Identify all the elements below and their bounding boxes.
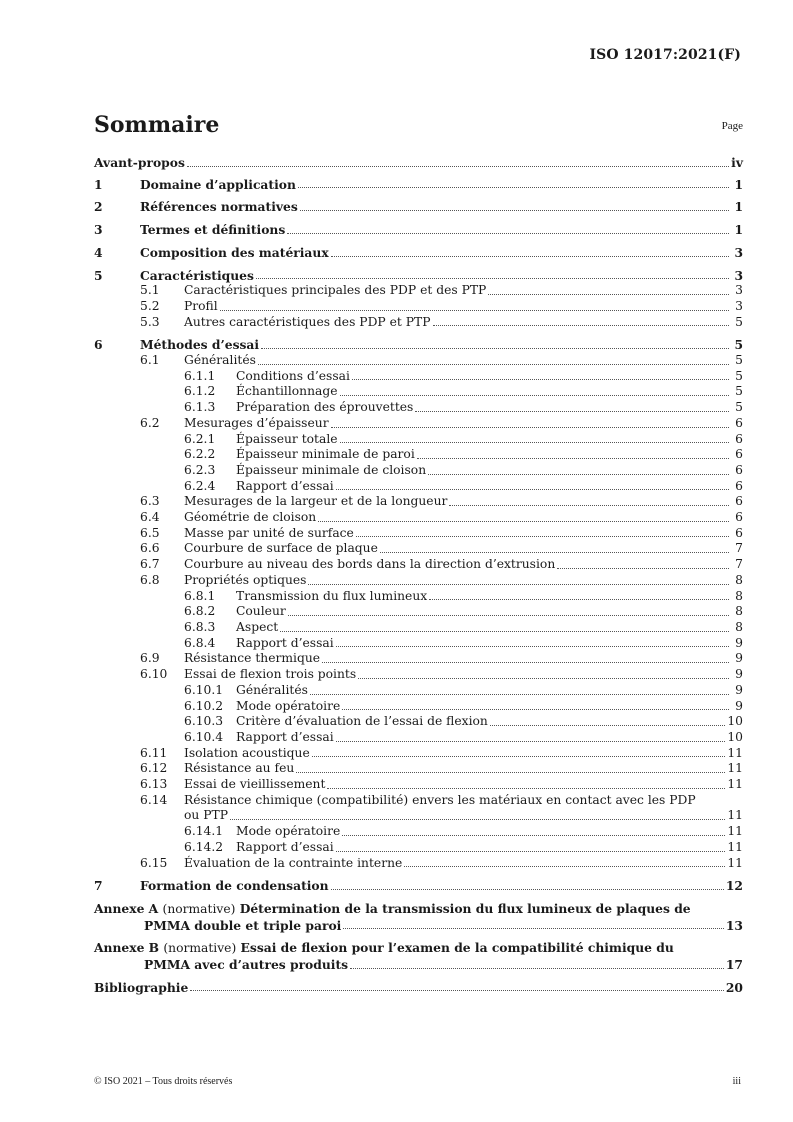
toc-entry-page: 11 xyxy=(727,824,743,839)
toc-entry-number: 4 xyxy=(94,244,103,260)
toc-entry-page: 6 xyxy=(735,494,743,509)
toc-entry-title: Aspect xyxy=(236,619,279,634)
toc-entry-page: 8 xyxy=(735,604,743,619)
toc-leader-dots xyxy=(343,928,724,929)
toc-entry-page: 9 xyxy=(735,651,743,666)
toc-entry[interactable] xyxy=(94,447,743,463)
toc-entry-number: 6.1.1 xyxy=(184,368,216,383)
toc-entry-page: 11 xyxy=(727,745,743,760)
toc-entry-title: Mesurages de la largeur et de la longueur xyxy=(184,494,448,509)
annex-title-continued: PMMA double et triple paroi xyxy=(144,917,342,933)
bibliography-page: 20 xyxy=(725,979,743,995)
footer-page-number: iii xyxy=(732,1076,741,1087)
toc-leader-dots xyxy=(340,442,729,443)
toc-entry-page: 3 xyxy=(735,298,743,313)
toc-entry-number: 3 xyxy=(94,222,103,238)
toc-entry-page: 5 xyxy=(734,337,743,353)
footer-copyright: © ISO 2021 – Tous droits réservés xyxy=(94,1076,233,1087)
toc-entry[interactable] xyxy=(94,299,743,315)
toc-entry-title: Rapport d’essai xyxy=(236,839,334,854)
toc-entry[interactable] xyxy=(94,746,743,762)
toc-entry-title-continued: ou PTP xyxy=(184,808,228,823)
toc-entry-page: 3 xyxy=(734,267,743,283)
toc-entry-page: 5 xyxy=(735,314,743,329)
toc-entry[interactable] xyxy=(94,541,743,557)
toc-entry[interactable] xyxy=(94,824,743,840)
toc-entry-title: Couleur xyxy=(236,604,286,619)
toc-entry-number: 6.2.1 xyxy=(184,431,216,446)
toc-entry-title: Conditions d’essai xyxy=(236,368,350,383)
toc-leader-dots xyxy=(256,278,729,279)
toc-entry-page: 6 xyxy=(735,447,743,462)
toc-entry[interactable] xyxy=(94,620,743,636)
toc-leader-dots xyxy=(310,694,729,695)
toc-entry-number: 6.9 xyxy=(140,651,160,666)
toc-entry-number: 6.2.4 xyxy=(184,478,216,493)
toc-entry-number: 6.10.3 xyxy=(184,714,224,729)
toc-entry[interactable] xyxy=(94,479,743,495)
toc-entry-title: Propriétés optiques xyxy=(184,572,307,587)
toc-entry-page: 11 xyxy=(727,777,743,792)
toc-entry-number: 6.11 xyxy=(140,745,168,760)
toc-leader-dots xyxy=(296,772,725,773)
toc-leader-dots xyxy=(331,427,729,428)
toc-entry-title: Autres caractéristiques des PDP et PTP xyxy=(184,314,431,329)
toc-entry[interactable] xyxy=(94,840,743,856)
toc-entry[interactable] xyxy=(94,177,743,193)
toc-entry[interactable] xyxy=(94,283,743,299)
toc-entry[interactable] xyxy=(94,245,743,261)
toc-entry-number: 6.15 xyxy=(140,855,168,870)
toc-leader-dots xyxy=(336,741,726,742)
toc-entry-page: 11 xyxy=(727,808,743,823)
toc-entry-number: 6.12 xyxy=(140,761,168,776)
toc-entry-page: 8 xyxy=(735,588,743,603)
toc-entry-page: 1 xyxy=(734,176,743,192)
toc-leader-dots xyxy=(350,968,724,969)
toc-leader-dots xyxy=(342,835,725,836)
toc-entry[interactable] xyxy=(94,667,743,683)
toc-entry-title: Résistance thermique xyxy=(184,651,321,666)
toc-leader-dots xyxy=(187,166,729,167)
toc-entry-number: 6.8.4 xyxy=(184,635,216,650)
toc-entry-number: 6.1.2 xyxy=(184,384,216,399)
toc-leader-dots xyxy=(308,584,729,585)
toc-entry[interactable] xyxy=(94,761,743,777)
toc-entry[interactable] xyxy=(94,315,743,331)
toc-entry-number: 6.14 xyxy=(140,792,168,807)
toc-entry-title: Domaine d’application xyxy=(140,176,296,192)
toc-entry[interactable] xyxy=(94,199,743,215)
toc-leader-dots xyxy=(280,631,729,632)
toc-entry-title: Géométrie de cloison xyxy=(184,510,317,525)
toc-entry[interactable] xyxy=(94,463,743,479)
toc-leader-dots xyxy=(298,187,729,188)
toc-entry-title: Caractéristiques principales des PDP et des PTP xyxy=(184,283,487,298)
toc-entry-number: 6.14.2 xyxy=(184,839,224,854)
toc-entry-number: 6.13 xyxy=(140,777,168,792)
toc-entry-title: Rapport d’essai xyxy=(236,729,334,744)
toc-entry[interactable] xyxy=(94,526,743,542)
toc-entry-page: 6 xyxy=(735,431,743,446)
toc-entry-number: 5.2 xyxy=(140,298,160,313)
toc-leader-dots xyxy=(488,294,729,295)
toc-entry-title: Échantillonnage xyxy=(236,384,338,399)
toc-entry-page: 6 xyxy=(735,415,743,430)
toc-annex-entry[interactable] xyxy=(94,901,743,933)
toc-entry-title: Épaisseur minimale de cloison xyxy=(236,462,427,477)
toc-entry-title: Mesurages d’épaisseur xyxy=(184,415,329,430)
toc-entry-page: 12 xyxy=(725,878,743,894)
toc-entry-title: Transmission du flux lumineux xyxy=(236,588,428,603)
toc-entry-number: 6 xyxy=(94,337,103,353)
toc-entry-page: 11 xyxy=(727,839,743,854)
toc-entry[interactable] xyxy=(94,777,743,793)
toc-entry-title: Profil xyxy=(184,298,218,313)
toc-entry-title: Masse par unité de surface xyxy=(184,525,354,540)
toc-leader-dots xyxy=(336,646,729,647)
toc-entry-number: 6.3 xyxy=(140,494,160,509)
toc-leader-dots xyxy=(300,210,729,211)
toc-bibliography[interactable] xyxy=(94,980,743,996)
toc-entry-title: Essai de vieillissement xyxy=(184,777,326,792)
toc-entry-number: 5 xyxy=(94,267,103,283)
toc-leader-dots xyxy=(327,788,725,789)
toc-entry-page: 10 xyxy=(727,729,743,744)
toc-entry-title: Isolation acoustique xyxy=(184,745,310,760)
toc-entry-page: iv xyxy=(731,155,743,170)
toc-leader-dots xyxy=(190,990,724,991)
toc-entry-number: 7 xyxy=(94,878,103,894)
toc-entry[interactable] xyxy=(94,651,743,667)
toc-entry-number: 6.4 xyxy=(140,510,160,525)
toc-entry-title: Rapport d’essai xyxy=(236,635,334,650)
toc-entry-page: 1 xyxy=(734,199,743,215)
toc-leader-dots xyxy=(258,364,729,365)
toc-entry[interactable] xyxy=(94,714,743,730)
toc-entry[interactable] xyxy=(94,604,743,620)
toc-entry-page: 11 xyxy=(727,761,743,776)
toc-leader-dots xyxy=(287,233,729,234)
toc-entry-title: Mode opératoire xyxy=(236,698,341,713)
toc-entry-page: 8 xyxy=(735,619,743,634)
toc-entry-title: Essai de flexion trois points xyxy=(184,667,357,682)
toc-leader-dots xyxy=(220,310,729,311)
toc-entry-title: Critère d’évaluation de l’essai de flexion xyxy=(236,714,488,729)
toc-entry-page: 9 xyxy=(735,635,743,650)
toc-entry-number: 1 xyxy=(94,176,103,192)
annex-label: Annexe A xyxy=(94,900,159,916)
title-row xyxy=(94,112,743,142)
toc-entry-number: 6.14.1 xyxy=(184,824,224,839)
toc-leader-dots xyxy=(490,725,726,726)
toc-entry-number: 6.8 xyxy=(140,572,160,587)
toc-entry[interactable] xyxy=(94,155,743,171)
toc-entry-number: 6.5 xyxy=(140,525,160,540)
toc-leader-dots xyxy=(336,851,726,852)
toc-entry-number: 6.2.2 xyxy=(184,447,216,462)
toc-entry-title: Composition des matériaux xyxy=(140,244,329,260)
toc-leader-dots xyxy=(429,599,729,600)
toc-entry[interactable] xyxy=(94,369,743,385)
toc-leader-dots xyxy=(288,615,729,616)
table-of-contents xyxy=(94,155,743,995)
toc-entry[interactable] xyxy=(94,494,743,510)
toc-entry-title: Résistance au feu xyxy=(184,761,295,776)
toc-entry-page: 9 xyxy=(735,667,743,682)
toc-entry-title: Généralités xyxy=(236,682,308,697)
toc-leader-dots xyxy=(336,489,729,490)
toc-entry[interactable] xyxy=(94,636,743,652)
toc-entry-number: 5.3 xyxy=(140,314,160,329)
toc-entry-number: 6.10.4 xyxy=(184,729,224,744)
toc-entry-number: 6.8.1 xyxy=(184,588,216,603)
toc-entry-page: 9 xyxy=(735,682,743,697)
toc-leader-dots xyxy=(261,348,729,349)
toc-entry-page: 5 xyxy=(735,368,743,383)
toc-entry-page: 3 xyxy=(735,283,743,298)
toc-entry-title: Préparation des éprouvettes xyxy=(236,400,414,415)
toc-entry-page: 11 xyxy=(727,855,743,870)
toc-entry-title: Méthodes d’essai xyxy=(140,337,260,353)
toc-entry[interactable] xyxy=(94,589,743,605)
toc-entry[interactable] xyxy=(94,510,743,526)
toc-entry-number: 6.10.2 xyxy=(184,698,224,713)
toc-leader-dots xyxy=(322,662,729,663)
toc-leader-dots xyxy=(415,411,729,412)
annex-kind: (normative) xyxy=(162,901,236,916)
toc-entry-number: 6.10 xyxy=(140,667,168,682)
document-reference: ISO 12017:2021(F) xyxy=(589,47,741,63)
toc-entry-page: 10 xyxy=(727,714,743,729)
toc-leader-dots xyxy=(417,458,729,459)
page-title: Sommaire xyxy=(94,112,220,138)
toc-entry[interactable] xyxy=(94,573,743,589)
toc-leader-dots xyxy=(312,756,726,757)
toc-entry-title: Caractéristiques xyxy=(140,267,254,283)
toc-leader-dots xyxy=(449,505,729,506)
toc-leader-dots xyxy=(557,568,729,569)
toc-annex-entry[interactable] xyxy=(94,940,743,972)
toc-entry-number: 6.2.3 xyxy=(184,462,216,477)
toc-entry-page: 6 xyxy=(735,510,743,525)
toc-entry-page: 1 xyxy=(734,222,743,238)
toc-leader-dots xyxy=(428,474,729,475)
toc-entry-page: 5 xyxy=(735,400,743,415)
annex-page: 17 xyxy=(725,957,743,973)
toc-entry-title: Épaisseur totale xyxy=(236,431,338,446)
toc-entry-number: 2 xyxy=(94,199,103,215)
toc-entry-page: 6 xyxy=(735,525,743,540)
toc-leader-dots xyxy=(342,709,729,710)
toc-entry[interactable] xyxy=(94,557,743,573)
toc-entry[interactable] xyxy=(94,878,743,894)
toc-entry-page: 5 xyxy=(735,384,743,399)
toc-entry[interactable] xyxy=(94,699,743,715)
toc-leader-dots xyxy=(352,379,729,380)
toc-entry[interactable] xyxy=(94,730,743,746)
toc-entry-title: Rapport d’essai xyxy=(236,478,334,493)
toc-entry-title: Généralités xyxy=(184,353,256,368)
toc-entry[interactable] xyxy=(94,222,743,238)
toc-entry-title: Formation de condensation xyxy=(140,878,329,894)
toc-entry-page: 6 xyxy=(735,478,743,493)
toc-entry[interactable] xyxy=(94,793,743,824)
toc-entry-number: 6.2 xyxy=(140,415,160,430)
toc-entry-page: 8 xyxy=(735,572,743,587)
toc-entry-number: 6.7 xyxy=(140,557,160,572)
toc-entry-title: Résistance chimique (compatibilité) envers les matériaux en contact avec les PDP xyxy=(184,792,696,807)
annex-label: Annexe B xyxy=(94,940,160,956)
toc-entry-number: 5.1 xyxy=(140,283,160,298)
toc-entry-title: Évaluation de la contrainte interne xyxy=(184,855,403,870)
toc-entry[interactable] xyxy=(94,268,743,284)
toc-leader-dots xyxy=(318,521,729,522)
toc-entry-page: 7 xyxy=(735,557,743,572)
toc-entry-number: 6.10.1 xyxy=(184,682,224,697)
toc-entry-title: Références normatives xyxy=(140,199,298,215)
toc-leader-dots xyxy=(331,256,729,257)
annex-title: Essai de flexion pour l’examen de la compatibilité chimique du xyxy=(240,940,674,956)
toc-entry-page: 7 xyxy=(735,541,743,556)
toc-entry-number: 6.8.3 xyxy=(184,619,216,634)
toc-entry-title: Mode opératoire xyxy=(236,824,341,839)
annex-title-continued: PMMA avec d’autres produits xyxy=(144,957,349,973)
toc-entry-page: 6 xyxy=(735,462,743,477)
toc-entry-page: 5 xyxy=(735,353,743,368)
toc-leader-dots xyxy=(433,325,730,326)
toc-entry[interactable] xyxy=(94,400,743,416)
toc-leader-dots xyxy=(340,395,730,396)
toc-entry-number: 6.1 xyxy=(140,353,160,368)
toc-entry[interactable] xyxy=(94,856,743,872)
toc-entry[interactable] xyxy=(94,353,743,369)
toc-entry-title: Courbure de surface de plaque xyxy=(184,541,378,556)
toc-entry[interactable] xyxy=(94,337,743,353)
toc-entry-title: Termes et définitions xyxy=(140,222,286,238)
toc-entry-number: 6.8.2 xyxy=(184,604,216,619)
toc-leader-dots xyxy=(356,536,729,537)
page-column-label: Page xyxy=(721,120,743,132)
toc-leader-dots xyxy=(331,889,724,890)
toc-entry[interactable] xyxy=(94,384,743,400)
toc-entry-number: 6.6 xyxy=(140,541,160,556)
bibliography-title: Bibliographie xyxy=(94,979,189,995)
toc-entry-page: 9 xyxy=(735,698,743,713)
toc-entry[interactable] xyxy=(94,683,743,699)
annex-page: 13 xyxy=(725,917,743,933)
toc-leader-dots xyxy=(404,866,725,867)
annex-kind: (normative) xyxy=(163,941,237,956)
toc-entry-title: Épaisseur minimale de paroi xyxy=(236,447,415,462)
toc-entry-title: Avant-propos xyxy=(94,155,185,170)
annex-title: Détermination de la transmission du flux lumineux de plaques de xyxy=(239,900,691,916)
toc-entry-page: 3 xyxy=(734,244,743,260)
toc-entry[interactable] xyxy=(94,416,743,432)
toc-entry-number: 6.1.3 xyxy=(184,400,216,415)
toc-entry-title: Courbure au niveau des bords dans la direction d’extrusion xyxy=(184,557,556,572)
toc-leader-dots xyxy=(230,819,725,820)
toc-leader-dots xyxy=(358,678,729,679)
toc-entry[interactable] xyxy=(94,432,743,448)
toc-leader-dots xyxy=(380,552,729,553)
